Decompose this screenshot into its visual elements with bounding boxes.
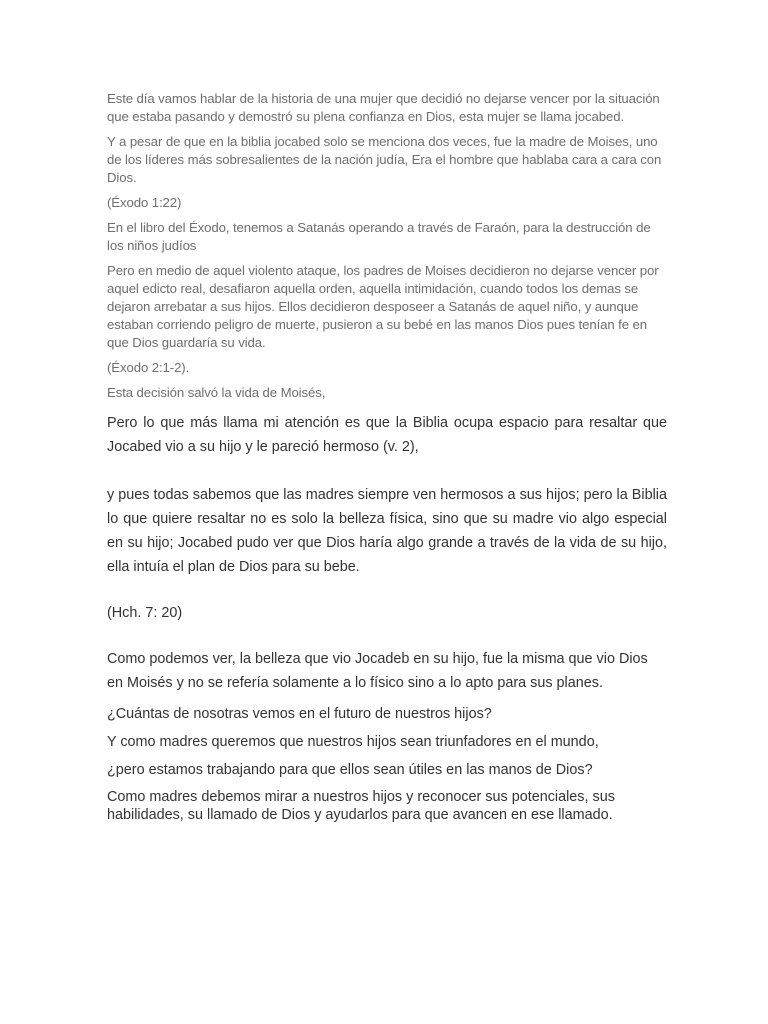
paragraph-triunfadores: Y como madres queremos que nuestros hijos sean triunfadores en el mundo, (107, 734, 599, 750)
paragraph-potenciales: Como madres debemos mirar a nuestros hijos y reconocer sus potenciales, sus habilidades, su llamado de Dios y ayudarlos para que avancen en ese llamado. (107, 789, 615, 823)
citation-exodo-1-22: (Éxodo 1:22) (107, 195, 182, 210)
paragraph-moises: Y a pesar de que en la biblia jocabed solo se menciona dos veces, fue la madre de Moises, uno de los líderes más sobresalientes de la nación judía, Era el hombre que hablaba cara a cara con Dios. (107, 134, 662, 185)
paragraph-atencion: Pero lo que más llama mi atención es que la Biblia ocupa espacio para resaltar que Jocabed vio a su hijo y le pareció hermoso (v. 2), (107, 415, 667, 455)
paragraph-libro-exodo: En el libro del Éxodo, tenemos a Satanás operando a través de Faraón, para la destrucción de los niños judíos (107, 220, 651, 253)
paragraph-decision: Esta decisión salvó la vida de Moisés, (107, 385, 326, 400)
paragraph-utiles: ¿pero estamos trabajando para que ellos sean útiles en las manos de Dios? (107, 762, 593, 778)
paragraph-cuantas: ¿Cuántas de nosotras vemos en el futuro de nuestros hijos? (107, 706, 492, 722)
citation-exodo-2-1-2: (Éxodo 2:1-2). (107, 360, 190, 375)
paragraph-padres: Pero en medio de aquel violento ataque, los padres de Moises decidieron no dejarse vencer por aquel edicto real, desafiaron aquella orden, aquella intimidación, cuando todos los demas se dejaron arrebatar a sus hijos. Ellos decidieron desposeer a Satanás de aquel niño, y aunque estaban corriendo peligro de muerte, pusieron a su bebé en las manos Dios pues tenían fe en que Dios guardaría su vida. (107, 263, 659, 350)
document-page (107, 90, 667, 824)
paragraph-intro: Este día vamos hablar de la historia de una mujer que decidió no dejarse vencer por la situación que estaba pasando y demostró su plena confianza en Dios, esta mujer se llama jocabed. (107, 91, 660, 124)
paragraph-madres: y pues todas sabemos que las madres siempre ven hermosos a sus hijos; pero la Biblia lo que quiere resaltar no es solo la belleza física, sino que su madre vio algo especial en su hijo; Jocabed pudo ver que Dios haría algo grande a través de la vida de su hijo, ella intuía el plan de Dios para su bebe. (107, 487, 667, 575)
paragraph-belleza: Como podemos ver, la belleza que vio Jocadeb en su hijo, fue la misma que vio Dios en Moisés y no se refería solamente a lo físico sino a lo apto para sus planes. (107, 651, 648, 691)
citation-hechos-7-20: (Hch. 7: 20) (107, 605, 183, 621)
